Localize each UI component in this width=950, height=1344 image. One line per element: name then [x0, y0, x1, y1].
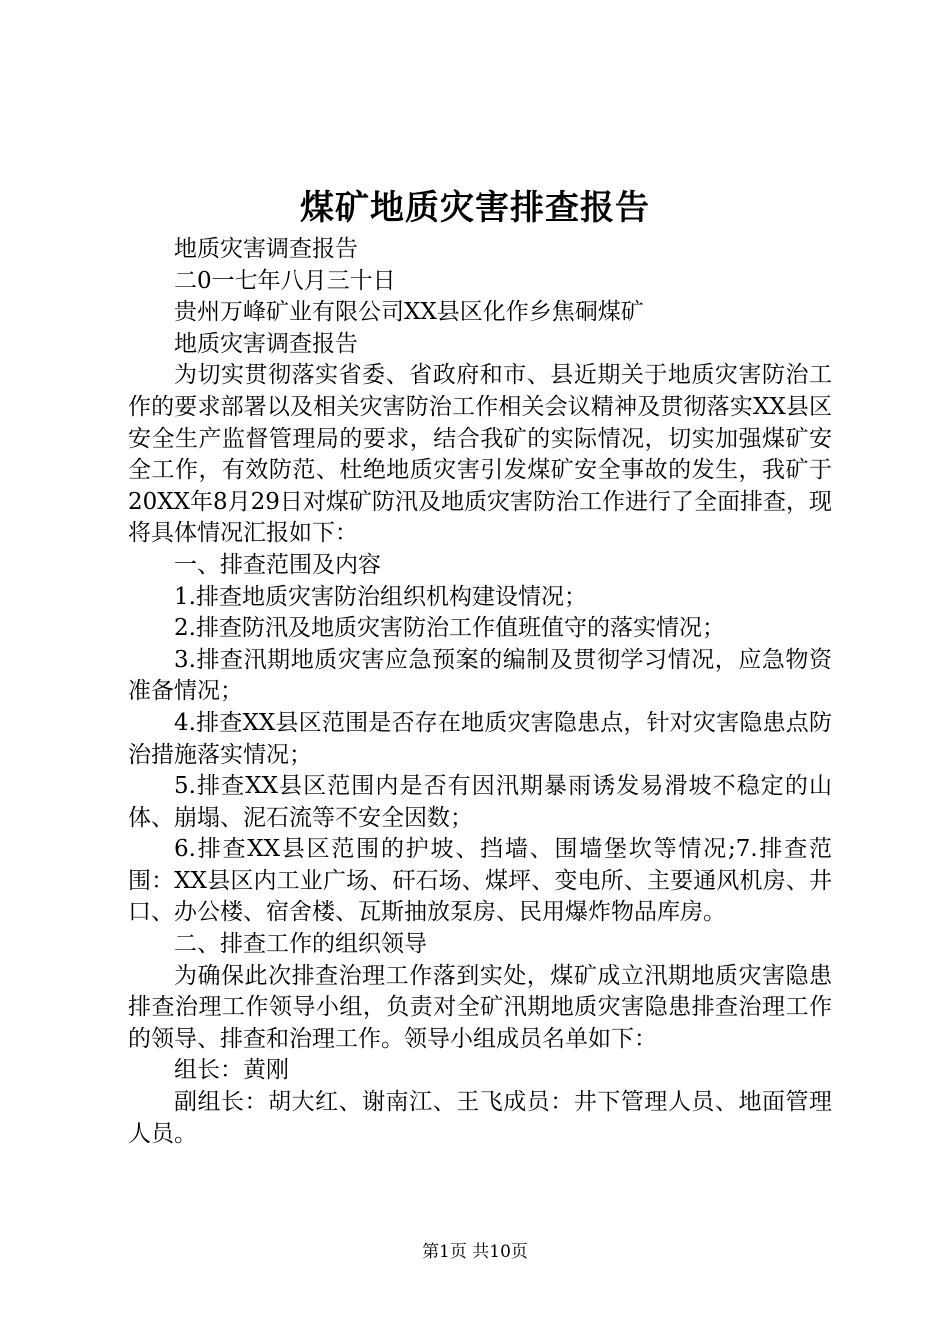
list-item: 3.排查汛期地质灾害应急预案的编制及贯彻学习情况，应急物资准备情况； — [128, 646, 832, 705]
paragraph: 为确保此次排查治理工作落到实处，煤矿成立汛期地质灾害隐患排查治理工作领导小组，负责对全矿汛期地质灾害隐患排查治理工作的领导、排查和治理工作。领导小组成员名单如下： — [128, 962, 832, 1052]
section-heading: 二、排查工作的组织领导 — [174, 931, 427, 958]
list-item: 4.排查XX县区范围是否存在地质灾害隐患点，针对灾害隐患点防治措施落实情况； — [128, 709, 832, 768]
list-item: 5.排查XX县区范围内是否有因汛期暴雨诱发易滑坡不稳定的山体、崩塌、泥石流等不安全因数； — [128, 773, 832, 831]
paragraph: 为切实贯彻落实省委、省政府和市、县近期关于地质灾害防治工作的要求部署以及相关灾害防治工作相关会议精神及贯彻落实XX县区安全生产监督管理局的要求，结合我矿的实际情况，切实加强煤矿安全工作，有效防范、杜绝地质灾害引发煤矿安全事故的发生，我矿于20XX年8月29日对煤矿防汛及地质灾害防治工作进行了全面排查，现将具体情况汇报如下： — [128, 362, 832, 547]
document-body — [128, 234, 832, 1150]
document-title: 煤矿地质灾害排查报告 — [300, 188, 650, 228]
paragraph: 副组长：胡大红、谢南江、王飞成员：井下管理人员、地面管理人员。 — [128, 1089, 832, 1147]
page-number: 第1页 共10页 — [422, 1242, 528, 1262]
paragraph: 贵州万峰矿业有限公司XX县区化作乡焦硐煤矿 — [174, 299, 644, 326]
paragraph: 组长：黄刚 — [174, 1057, 289, 1084]
paragraph: 地质灾害调查报告 — [174, 330, 358, 357]
list-item: 1.排查地质灾害防治组织机构建设情况； — [174, 583, 587, 610]
list-item: 6.排查XX县区范围的护坡、挡墙、围墙堡坎等情况;7.排查范围：XX县区内工业广场、矸石场、煤坪、变电所、主要通风机房、井口、办公楼、宿舍楼、瓦斯抽放泵房、民用爆炸物品库房。 — [128, 836, 832, 926]
section-heading: 一、排查范围及内容 — [174, 551, 381, 578]
paragraph: 地质灾害调查报告 — [174, 236, 358, 262]
list-item: 2.排查防汛及地质灾害防治工作值班值守的落实情况； — [174, 615, 725, 642]
paragraph: 二0一七年八月三十日 — [174, 267, 396, 294]
